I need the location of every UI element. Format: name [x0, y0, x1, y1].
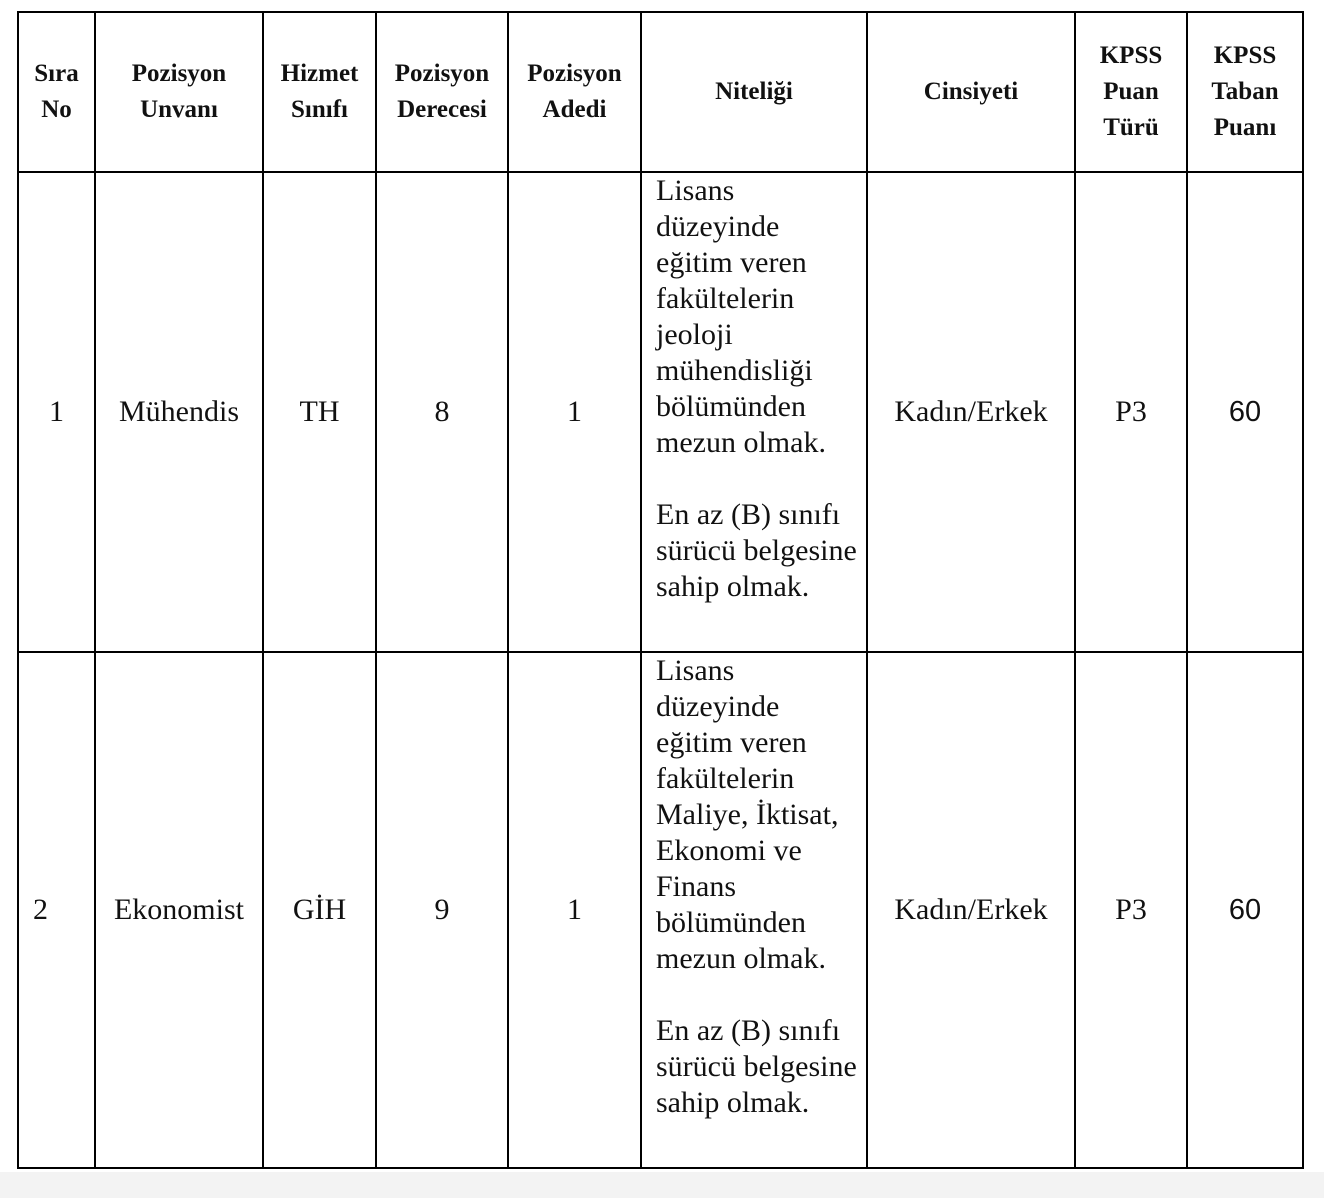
cell-cinsiyet: Kadın/Erkek [867, 652, 1075, 1168]
cell-sira-no: 1 [18, 172, 95, 652]
cell-puan-turu: P3 [1075, 652, 1187, 1168]
cell-derece: 8 [376, 172, 508, 652]
paragraph-gap [656, 461, 858, 497]
table-row [18, 652, 1303, 1168]
cell-adet: 1 [508, 172, 641, 652]
nitelik-education: Lisans düzeyinde eğitim veren fakültelerin Maliye, İktisat, Ekonomi ve Finans bölümünden mezun olmak. [656, 654, 839, 975]
header-pozisyon-adedi: Pozisyon Adedi [508, 12, 641, 172]
cell-hizmet-sinifi: GİH [263, 652, 376, 1168]
cell-nitelik [641, 652, 867, 1168]
nitelik-license: En az (B) sınıfı sürücü belgesine sahip olmak. [656, 498, 857, 603]
nitelik-education: Lisans düzeyinde eğitim veren fakültelerin jeoloji mühendisliği bölümünden mezun olmak. [656, 174, 826, 459]
header-kpss-puan-turu: KPSS Puan Türü [1075, 12, 1187, 172]
cell-sira-no: 2 [18, 652, 95, 1168]
cell-puan-turu: P3 [1075, 172, 1187, 652]
cell-cinsiyet: Kadın/Erkek [867, 172, 1075, 652]
header-kpss-taban-puani: KPSS Taban Puanı [1187, 12, 1303, 172]
position-table [17, 11, 1304, 1169]
cell-taban-puan: 60 [1187, 172, 1303, 652]
cell-unvan: Mühendis [95, 172, 263, 652]
cell-taban-puan: 60 [1187, 652, 1303, 1168]
paragraph-gap [656, 977, 858, 1013]
table-row [18, 172, 1303, 652]
bottom-strip [0, 1172, 1324, 1198]
cell-derece: 9 [376, 652, 508, 1168]
cell-unvan: Ekonomist [95, 652, 263, 1168]
header-cinsiyeti: Cinsiyeti [867, 12, 1075, 172]
header-pozisyon-derecesi: Pozisyon Derecesi [376, 12, 508, 172]
header-sira-no: Sıra No [18, 12, 95, 172]
header-pozisyon-unvani: Pozisyon Unvanı [95, 12, 263, 172]
nitelik-license: En az (B) sınıfı sürücü belgesine sahip olmak. [656, 1014, 857, 1119]
header-niteligi: Niteliği [641, 12, 867, 172]
cell-adet: 1 [508, 652, 641, 1168]
cell-nitelik [641, 172, 867, 652]
cell-hizmet-sinifi: TH [263, 172, 376, 652]
header-hizmet-sinifi: Hizmet Sınıfı [263, 12, 376, 172]
table-header-row [18, 12, 1303, 172]
